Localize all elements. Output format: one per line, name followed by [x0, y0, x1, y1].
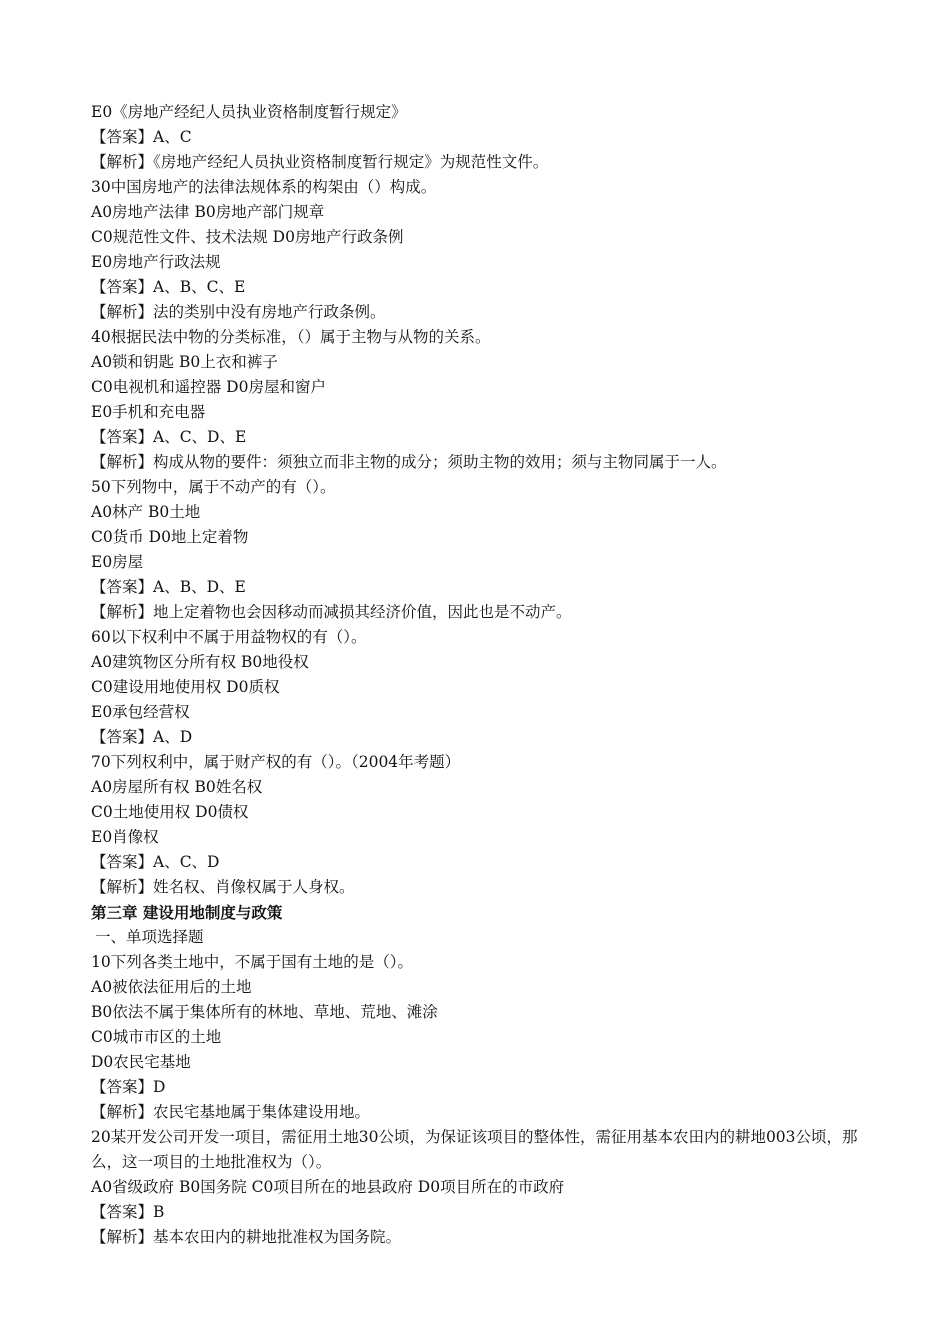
answer-line: 【答案】A、B、D、E	[91, 578, 246, 596]
question-line: 70下列权利中，属于财产权的有（）。（2004年考题）	[91, 753, 461, 771]
document-body	[91, 100, 881, 1250]
option-line: E0房地产行政法规	[91, 253, 221, 271]
explanation-line: 【解析】法的类别中没有房地产行政条例。	[91, 303, 386, 321]
option-line: E0《房地产经纪人员执业资格制度暂行规定》	[91, 103, 407, 121]
question-line: 20某开发公司开发一项目，需征用土地30公顷，为保证该项目的整体性，需征用基本农田内的耕地003公顷，那么，这一项目的土地批准权为（）。	[91, 1128, 858, 1171]
option-line: C0货币 D0地上定着物	[91, 528, 249, 546]
explanation-line: 【解析】地上定着物也会因移动而减损其经济价值，因此也是不动产。	[91, 603, 572, 621]
option-line: C0土地使用权 D0债权	[91, 803, 249, 821]
option-line: A0被依法征用后的土地	[91, 978, 252, 996]
option-line: C0建设用地使用权 D0质权	[91, 678, 280, 696]
answer-line: 【答案】A、C、D、E	[91, 428, 247, 446]
section-heading: 一、单项选择题	[95, 928, 204, 946]
question-line: 40根据民法中物的分类标准，（）属于主物与从物的关系。	[91, 328, 491, 346]
option-line: A0房地产法律 B0房地产部门规章	[91, 203, 325, 221]
answer-line: 【答案】A、C、D	[91, 853, 220, 871]
option-line: E0房屋	[91, 553, 144, 571]
option-line: C0电视机和遥控器 D0房屋和窗户	[91, 378, 326, 396]
explanation-line: 【解析】《房地产经纪人员执业资格制度暂行规定》为规范性文件。	[91, 153, 549, 171]
option-line: C0城市市区的土地	[91, 1028, 222, 1046]
option-line: A0建筑物区分所有权 B0地役权	[91, 653, 309, 671]
explanation-line: 【解析】农民宅基地属于集体建设用地。	[91, 1103, 371, 1121]
answer-line: 【答案】A、C	[91, 128, 192, 146]
answer-line: 【答案】A、B、C、E	[91, 278, 246, 296]
question-line: 50下列物中，属于不动产的有（）。	[91, 478, 336, 496]
question-line: 30中国房地产的法律法规体系的构架由（）构成。	[91, 178, 437, 196]
explanation-line: 【解析】构成从物的要件：须独立而非主物的成分；须助主物的效用；须与主物同属于一人。	[91, 453, 727, 471]
explanation-line: 【解析】基本农田内的耕地批准权为国务院。	[91, 1228, 402, 1246]
option-line: A0省级政府 B0国务院 C0项目所在的地县政府 D0项目所在的市政府	[91, 1178, 565, 1196]
option-line: C0规范性文件、技术法规 D0房地产行政条例	[91, 228, 404, 246]
option-line: E0承包经营权	[91, 703, 190, 721]
option-line: A0锁和钥匙 B0上衣和裤子	[91, 353, 278, 371]
explanation-line: 【解析】姓名权、肖像权属于人身权。	[91, 878, 355, 896]
option-line: B0依法不属于集体所有的林地、草地、荒地、滩涂	[91, 1003, 438, 1021]
option-line: A0房屋所有权 B0姓名权	[91, 778, 263, 796]
question-line: 60以下权利中不属于用益物权的有（）。	[91, 628, 367, 646]
chapter-heading: 第三章 建设用地制度与政策	[91, 903, 283, 922]
option-line: E0手机和充电器	[91, 403, 206, 421]
option-line: A0林产 B0土地	[91, 503, 201, 521]
answer-line: 【答案】B	[91, 1203, 165, 1221]
option-line: E0肖像权	[91, 828, 159, 846]
option-line: D0农民宅基地	[91, 1053, 191, 1071]
answer-line: 【答案】A、D	[91, 728, 193, 746]
question-line: 10下列各类土地中，不属于国有土地的是（）。	[91, 953, 413, 971]
answer-line: 【答案】D	[91, 1078, 166, 1096]
